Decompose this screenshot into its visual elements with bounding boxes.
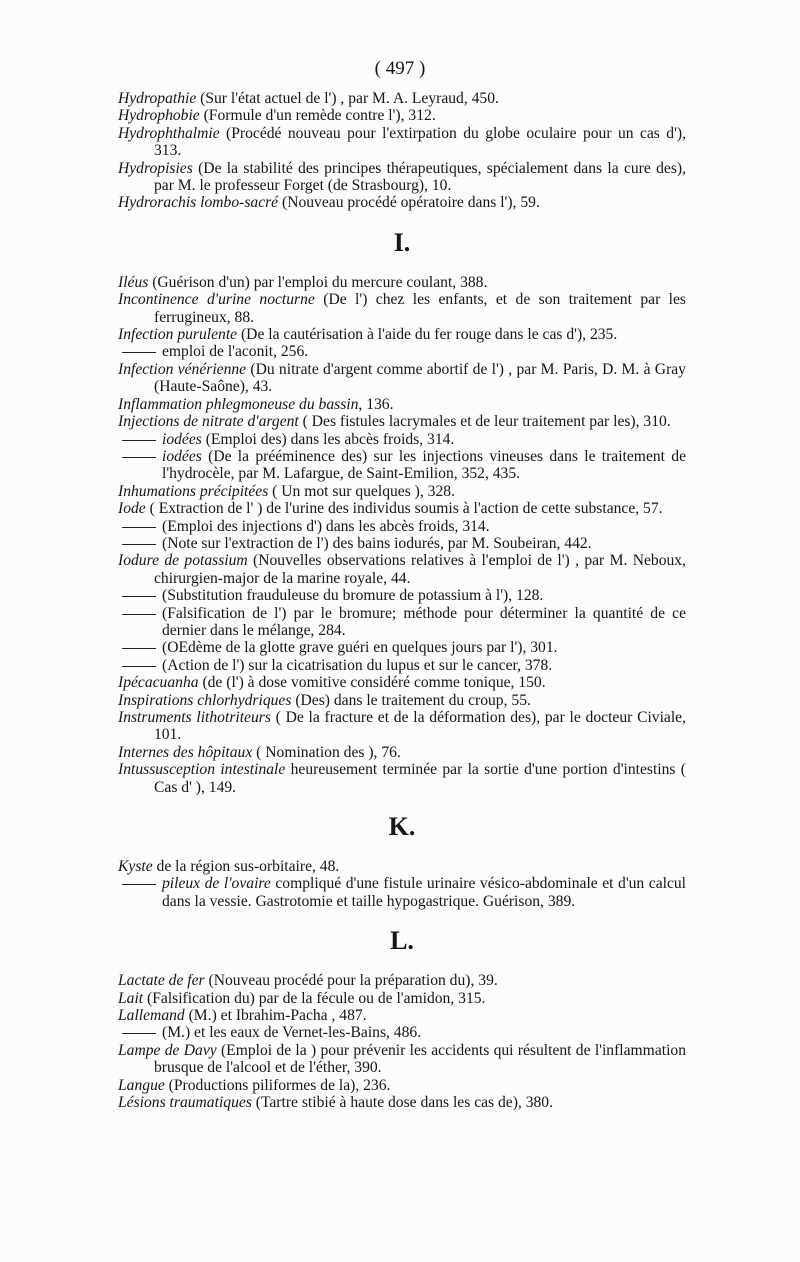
entry-term: Lallemand — [118, 1007, 185, 1025]
entry-text: (OEdème de la glotte grave guéri en quelques jours par l'), 301. — [162, 639, 558, 657]
section-letter: I. — [393, 227, 411, 257]
entry-text: (Action de l') sur la cicatrisation du lupus et sur le cancer, 378. — [162, 656, 553, 674]
entry-text: (Substitution frauduleuse du bromure de potassium à l'), 128. — [162, 587, 544, 605]
entry-text: (Formule d'un remède contre l'), 312. — [199, 107, 436, 125]
entry-text: (Procédé nouveau pour l'extirpation du globe oculaire pour un cas d'), 313. — [154, 124, 686, 160]
index-entry — [118, 990, 686, 1007]
entry-term: Lésions traumatiques — [118, 1094, 252, 1112]
index-entry — [118, 483, 686, 500]
entry-text: ( De la fracture et de la déformation des), par le docteur Civiale, 101. — [154, 709, 687, 744]
entry-term: Inspirations chlorhydriques — [118, 691, 292, 709]
entry-text: (De la stabilité des principes thérapeutiques, spécialement dans la cure des), par M. le professeur Forget (de Strasbourg), 10. — [154, 159, 686, 195]
index-entry — [118, 1094, 686, 1111]
entry-text: (Note sur l'extraction de l') des bains iodurés, par M. Soubeiran, 442. — [162, 534, 592, 552]
index-subentry — [118, 431, 686, 448]
entry-term: Ipécacuanha — [118, 674, 199, 692]
entry-text: de la région sus-orbitaire, 48. — [152, 858, 340, 876]
index-entry — [118, 194, 686, 211]
entry-text: (Productions piliformes de la), 236. — [164, 1076, 391, 1094]
entry-term: Hydropisies — [118, 159, 193, 177]
index-entry — [118, 90, 686, 107]
entry-term: Inflammation phlegmoneuse du bassin — [118, 395, 359, 413]
index-entry — [118, 107, 686, 124]
entry-text: (M.) et les eaux de Vernet-les-Bains, 486. — [162, 1024, 422, 1042]
entry-text: (Nouveau procédé opératoire dans l'), 59. — [278, 194, 540, 212]
index-subentry — [118, 343, 686, 360]
entry-term: Incontinence d'urine nocturne — [118, 291, 315, 309]
entry-term: iodées — [162, 430, 202, 448]
index-subentry — [118, 875, 686, 910]
section-letter: L. — [390, 926, 414, 956]
page-number: ( 497 ) — [374, 58, 426, 79]
index-subentry — [118, 448, 686, 483]
entry-term: Hydropathie — [118, 90, 197, 107]
index-entry — [118, 744, 686, 761]
entry-text: ( Extraction de l' ) de l'urine des individus soumis à l'action de cette substance, 57. — [145, 500, 663, 518]
index-entry — [118, 761, 686, 796]
index-subentry — [118, 639, 686, 656]
entry-term: pileux de l'ovaire — [162, 875, 271, 893]
section-letter: K. — [388, 812, 416, 842]
entry-term: Injections de nitrate d'argent — [118, 413, 299, 431]
entry-term: Inhumations précipitées — [118, 482, 269, 500]
entry-term: Iléus — [118, 273, 149, 291]
entry-text: (Sur l'état actuel de l') , par M. A. Leyraud, 450. — [196, 90, 499, 107]
index-subentry — [118, 657, 686, 674]
index-entry — [118, 1007, 686, 1024]
entry-term: Lait — [118, 989, 144, 1007]
index-entry — [118, 291, 686, 326]
entry-text: (De la cautérisation à l'aide du fer rouge dans le cas d'), 235. — [237, 326, 618, 344]
entry-text: (M.) et Ibrahim-Pacha , 487. — [184, 1007, 367, 1025]
entry-text: (Du nitrate d'argent comme abortif de l') , par M. Paris, D. M. à Gray (Haute-Saône), 43. — [154, 360, 686, 396]
entry-text: (Emploi des injections d') dans les abcès froids, 314. — [162, 517, 490, 535]
entry-text: (Nouveau procédé pour la préparation du), 39. — [204, 972, 498, 990]
index-entry — [118, 972, 686, 989]
entry-text: ( Nomination des ), 76. — [252, 743, 401, 761]
entry-text: compliqué d'une fistule urinaire vésico-abdominale et d'un calcul dans la vessie. Gastrotomie et taille hypogastrique. Guérison, 389. — [162, 875, 686, 910]
index-subentry — [118, 1024, 686, 1041]
entry-term: Iode — [118, 500, 146, 518]
entry-text: ( Des fistules lacrymales et de leur traitement par les), 310. — [298, 413, 671, 431]
entry-term: iodées — [162, 447, 202, 465]
index-entry — [118, 361, 686, 396]
index-subentry — [118, 518, 686, 535]
index-entry — [118, 674, 686, 691]
entry-text: (de (l') à dose vomitive considéré comme tonique, 150. — [198, 674, 546, 692]
entry-text: (Falsification du) par de la fécule ou de l'amidon, 315. — [143, 989, 486, 1007]
entry-term: Lampe de Davy — [118, 1041, 217, 1059]
entry-text: (Emploi de la ) pour prévenir les accidents qui résultent de l'inflammation brusque de l'alcool et de l'éther, 390. — [154, 1041, 686, 1077]
entry-term: Instruments lithotriteurs — [118, 709, 271, 726]
index-subentry — [118, 587, 686, 604]
index-entry — [118, 396, 686, 413]
entry-text: (Falsification de l') par le bromure; méthode pour déterminer la quantité de ce dernier dans le mélange, 284. — [162, 604, 686, 639]
index-entry — [118, 500, 686, 517]
index-entry — [118, 125, 686, 160]
entry-text: (De l') chez les enfants, et de son traitement par les ferrugineux, 88. — [154, 291, 686, 326]
index-entry — [118, 1042, 686, 1077]
entry-text: (Guérison d'un) par l'emploi du mercure coulant, 388. — [148, 273, 488, 291]
entry-text: emploi de l'aconit, 256. — [162, 343, 309, 361]
entry-text: ( Un mot sur quelques ), 328. — [268, 482, 455, 500]
entry-term: Kyste — [118, 858, 153, 876]
entry-text: (Emploi des) dans les abcès froids, 314. — [201, 430, 455, 448]
entry-text: (De la prééminence des) sur les injections vineuses dans le traitement de l'hydrocèle, par M. Lafargue, de Saint-Emilion, 352, 435. — [162, 447, 686, 483]
index-column — [118, 90, 686, 1112]
entry-term: Infection vénérienne — [118, 360, 247, 378]
index-entry — [118, 413, 686, 430]
index-entry — [118, 274, 686, 291]
index-entry — [118, 552, 686, 587]
entry-term: Infection purulente — [118, 326, 238, 344]
entry-text: heureusement terminée par la sortie d'une portion d'intestins ( Cas d' ), 149. — [154, 761, 686, 796]
index-subentry — [118, 535, 686, 552]
entry-term: Iodure de potassium — [118, 552, 248, 570]
index-entry — [118, 326, 686, 343]
entry-text: (Des) dans le traitement du croup, 55. — [291, 691, 531, 709]
entry-text: , 136. — [358, 395, 394, 413]
index-entry — [118, 858, 686, 875]
entry-term: Langue — [118, 1076, 165, 1094]
entry-term: Internes des hôpitaux — [118, 743, 253, 761]
index-entry — [118, 160, 686, 195]
entry-term: Lactate de fer — [118, 972, 205, 990]
index-entry — [118, 692, 686, 709]
entry-term: Hydrophthalmie — [118, 124, 220, 142]
index-entry — [118, 709, 686, 744]
entry-term: Intussusception intestinale — [118, 761, 286, 779]
entry-term: Hydrophobie — [118, 107, 200, 125]
entry-text: (Tartre stibié à haute dose dans les cas de), 380. — [251, 1094, 554, 1112]
index-entry — [118, 1077, 686, 1094]
entry-term: Hydrorachis lombo-sacré — [118, 194, 279, 212]
entry-text: (Nouvelles observations relatives à l'emploi de l') , par M. Neboux, chirurgien-major de la marine royale, 44. — [154, 552, 686, 587]
index-subentry — [118, 605, 686, 640]
